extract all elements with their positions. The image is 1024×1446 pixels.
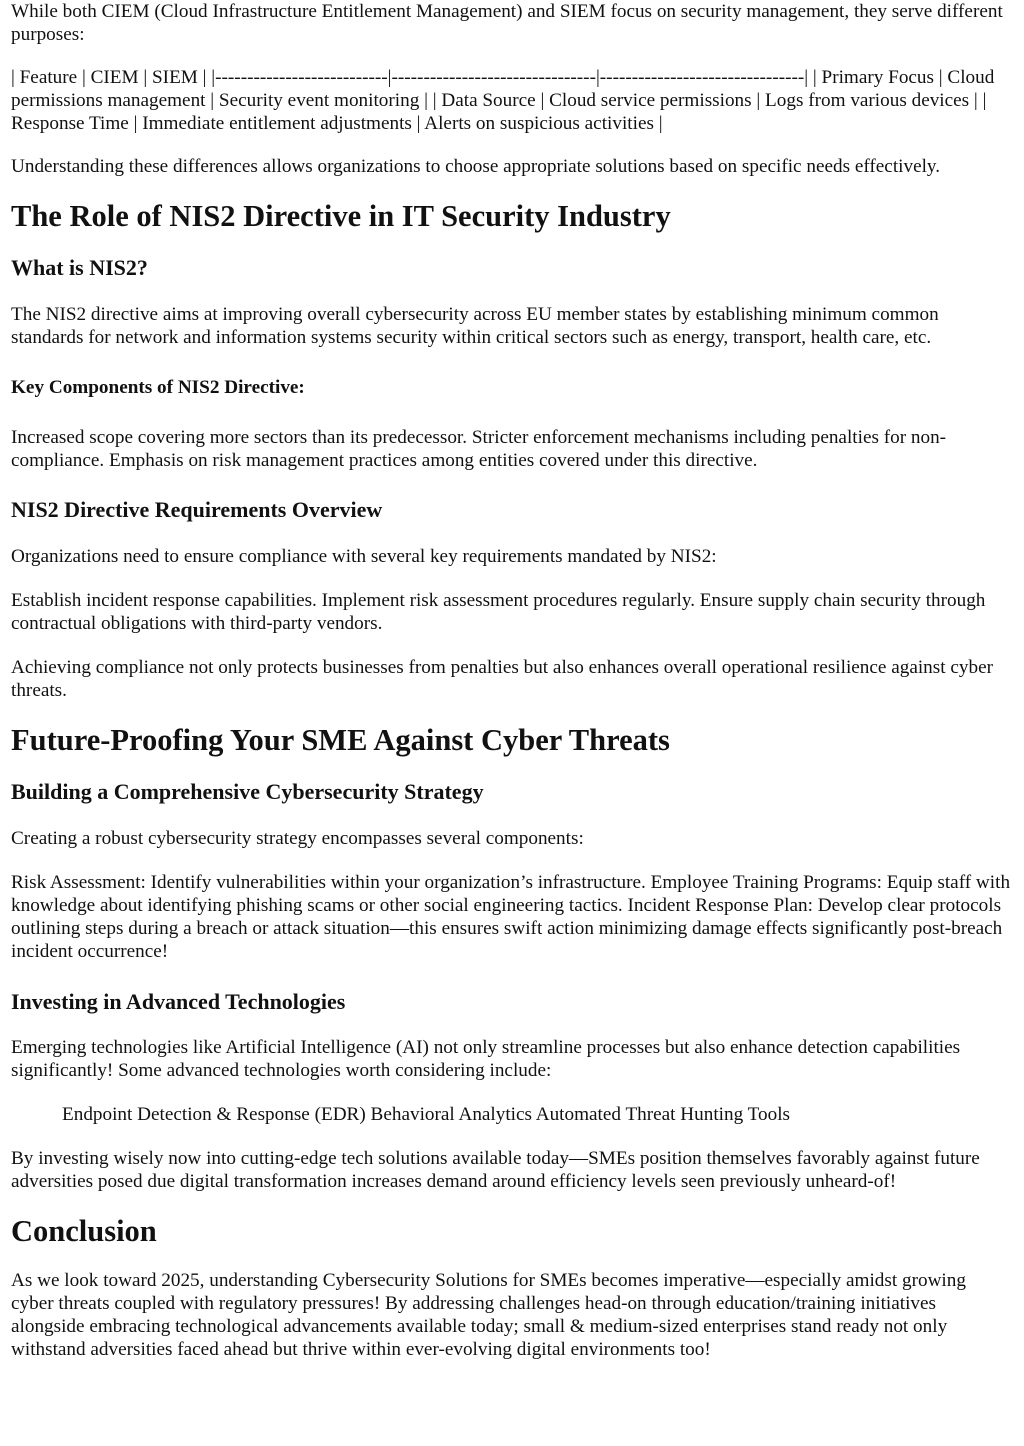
requirements-intro-paragraph: Organizations need to ensure compliance with several key requirements mandated by NIS2: [11, 546, 717, 567]
key-components-heading: Key Components of NIS2 Directive: [11, 377, 305, 398]
strategy-heading: Building a Comprehensive Cybersecurity Strategy [11, 779, 484, 804]
comparison-table-text: | Feature | CIEM | SIEM | |---------------------------|--------------------------------|--------------------------------| | Primary Focus | Cloud permissions management | Security event monitoring | | Data Source | Cloud service permissions | Logs from various devices | | Response Time | Immediate entitlement adjustments | Alerts on suspicious activities | [11, 67, 995, 134]
conclusion-heading: Conclusion [11, 1214, 157, 1248]
requirements-list-paragraph: Establish incident response capabilities. Implement risk assessment procedures regularly. Ensure supply chain security through contractual obligations with third-party vendors. [11, 590, 986, 634]
strategy-list-paragraph: Risk Assessment: Identify vulnerabilities within your organization’s infrastructure. Employee Training Programs: Equip staff with knowledge about identifying phishing scams or other social engineering tactics. Incident Response Plan: Develop clear protocols outlining steps during a breach or attack situation—this ensures swift action minimizing damage effects significantly post-breach incident occurrence! [11, 872, 1011, 962]
key-components-paragraph: Increased scope covering more sectors than its predecessor. Stricter enforcement mechanisms including penalties for non-compliance. Emphasis on risk management practices among entities covered under this directive. [11, 427, 947, 471]
intro-paragraph: While both CIEM (Cloud Infrastructure Entitlement Management) and SIEM focus on security management, they serve different purposes: [11, 1, 1003, 45]
conclusion-paragraph: As we look toward 2025, understanding Cybersecurity Solutions for SMEs becomes imperative—especially amidst growing cyber threats coupled with regulatory pressures! By addressing challenges head-on through education/training initiatives alongside embracing technological advancements available today; small & medium-sized enterprises stand ready not only withstand adversities faced ahead but thrive within ever-evolving digital environments too! [11, 1270, 966, 1360]
advanced-tech-heading: Investing in Advanced Technologies [11, 989, 346, 1014]
strategy-intro-paragraph: Creating a robust cybersecurity strategy encompasses several components: [11, 828, 584, 849]
nis2-section-heading: The Role of NIS2 Directive in IT Security Industry [11, 199, 671, 233]
requirements-overview-heading: NIS2 Directive Requirements Overview [11, 497, 383, 522]
intro-conclusion-paragraph: Understanding these differences allows organizations to choose appropriate solutions based on specific needs effectively. [11, 156, 941, 177]
advanced-tech-intro-paragraph: Emerging technologies like Artificial Intelligence (AI) not only streamline processes but also enhance detection capabilities significantly! Some advanced technologies worth considering include: [11, 1037, 961, 1081]
advanced-tech-list: Endpoint Detection & Response (EDR) Behavioral Analytics Automated Threat Hunting Tools [62, 1104, 791, 1125]
requirements-outro-paragraph: Achieving compliance not only protects businesses from penalties but also enhances overall operational resilience against cyber threats. [11, 657, 993, 701]
what-is-nis2-paragraph: The NIS2 directive aims at improving overall cybersecurity across EU member states by establishing minimum common standards for network and information systems security within critical sectors such as energy, transport, health care, etc. [11, 304, 939, 348]
future-proofing-heading: Future-Proofing Your SME Against Cyber Threats [11, 723, 670, 757]
what-is-nis2-heading: What is NIS2? [11, 255, 148, 280]
advanced-tech-outro-paragraph: By investing wisely now into cutting-edge tech solutions available today—SMEs position themselves favorably against future adversities posed due digital transformation increases demand around efficiency levels seen previously unheard-of! [11, 1148, 980, 1192]
